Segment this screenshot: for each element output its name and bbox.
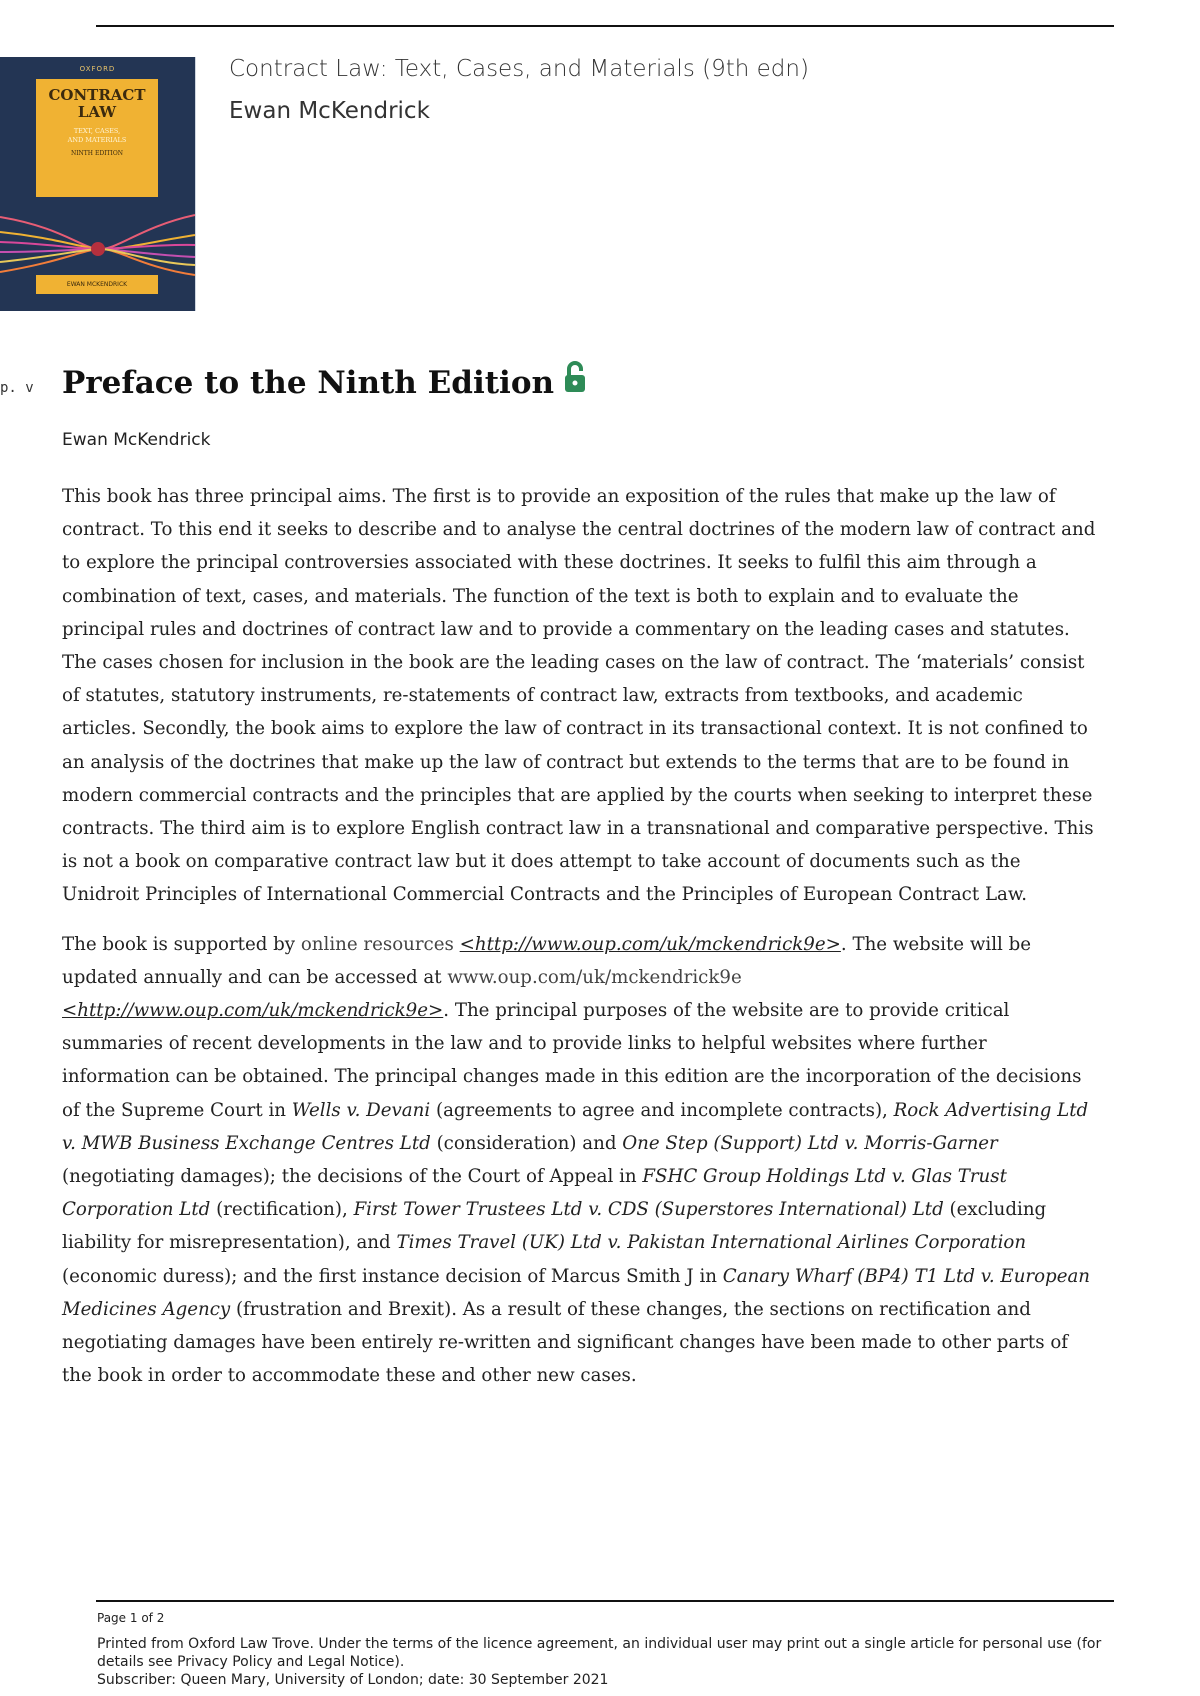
footer-subscriber-text: Subscriber: Queen Mary, University of London; date: 30 September 2021 [97,1672,609,1688]
case-name: Wells v. Devani [291,1099,431,1121]
case-name: Rock Advertising Ltd v. MWB Business Exchange Centres Ltd [62,1099,1089,1154]
page-reference: p. v [0,380,34,396]
cover-author: EWAN MCKENDRICK [36,275,158,294]
cover-knot-illustration [0,197,195,277]
online-resources-label: online resources [300,933,454,955]
footer-licence-text: Printed from Oxford Law Trove. Under the terms of the licence agreement, an individual user may print out a single article for personal use (for details see Privacy Policy and Legal Notice). [97,1636,1102,1670]
case-name: Times Travel (UK) Ltd v. Pakistan International Airlines Corporation [396,1232,1027,1254]
body-text [62,480,1098,1408]
cover-publisher: OXFORD [79,65,116,73]
case-name: FSHC Group Holdings Ltd v. Glas Trust Corporation Ltd [62,1166,1007,1221]
book-author[interactable]: Ewan McKendrick [229,98,430,124]
cover-edition: NINTH EDITION [70,150,124,157]
open-access-lock-icon [564,360,586,394]
book-title[interactable]: Contract Law: Text, Cases, and Materials (9th edn) [229,56,809,82]
cover-subtitle-line2: AND MATERIALS [67,136,127,144]
case-name: Canary Wharf (BP4) T1 Ltd v. European Medicines Agency [62,1265,1091,1320]
paragraph-1: This book has three principal aims. The first is to provide an exposition of the rules that make up the law of contract. To this end it seeks to describe and to analyse the central doctrines of the modern law of contract and to explore the principal controversies associated with these doctrines. It seeks to fulfil this aim through a combination of text, cases, and materials. The function of the text is both to explain and to evaluate the principal rules and doctrines of contract law and to provide a commentary on the leading cases and statutes. The cases chosen for inclusion in the book are the leading cases on the law of contract. The ‘materials’ consist of statutes, statutory instruments, re-statements of contract law, extracts from textbooks, and academic articles. Secondly, the book aims to explore the law of contract in its transactional context. It is not confined to an analysis of the doctrines that make up the law of contract but extends to the terms that are to be found in modern commercial contracts and the principles that are applied by the courts when seeking to interpret these contracts. The third aim is to explore English contract law in a transnational and comparative perspective. This is not a book on comparative contract law but it does attempt to take account of documents such as the Unidroit Principles of International Commercial Contracts and the Principles of European Contract Law. [62,486,1096,906]
online-resources-link[interactable]: <http://www.oup.com/uk/mckendrick9e> [459,933,841,955]
case-name: First Tower Trustees Ltd v. CDS (Superstores International) Ltd [353,1199,944,1221]
book-cover[interactable] [0,57,196,311]
page-number: Page 1 of 2 [97,1611,165,1625]
case-name: One Step (Support) Ltd v. Morris-Garner [622,1132,998,1154]
chapter-title-row [62,365,586,401]
cover-title-line1: CONTRACT [48,86,146,104]
chapter-author: Ewan McKendrick [62,430,211,450]
website-url-text: www.oup.com/uk/mckendrick9e [447,966,742,988]
paragraph-2: The book is supported by online resources <http://www.oup.com/uk/mckendrick9e>. The website will be updated annually and can be accessed at www.oup.com/uk/mckendrick9e <http://www.oup.com/uk/mckendrick9e>. The principal purposes of the website are to provide critical summaries of recent developments in the law and to provide links to helpful websites where further information can be obtained. The principal changes made in this edition are the incorporation of the decisions of the Supreme Court in Wells v. Devani (agreements to agree and incomplete contracts), Rock Advertising Ltd v. MWB Business Exchange Centres Ltd (consideration) and One Step (Support) Ltd v. Morris-Garner (negotiating damages); the decisions of the Court of Appeal in FSHC Group Holdings Ltd v. Glas Trust Corporation Ltd (rectification), First Tower Trustees Ltd v. CDS (Superstores International) Ltd (excluding liability for misrepresentation), and Times Travel (UK) Ltd v. Pakistan International Airlines Corporation (economic duress); and the first instance decision of Marcus Smith J in Canary Wharf (BP4) T1 Ltd v. European Medicines Agency (frustration and Brexit). As a result of these changes, the sections on rectification and negotiating damages have been entirely re-written and significant changes have been made to other parts of the book in order to accommodate these and other new cases. [62,933,1091,1387]
print-footer [97,1635,1117,1689]
cover-title-box [36,79,158,197]
top-rule [96,25,1114,27]
cover-title-line2: LAW [77,103,117,121]
website-link[interactable]: <http://www.oup.com/uk/mckendrick9e> [62,1000,444,1022]
bottom-rule [96,1600,1114,1602]
chapter-title: Preface to the Ninth Edition [62,365,555,401]
cover-subtitle-line1: TEXT, CASES, [73,127,121,135]
